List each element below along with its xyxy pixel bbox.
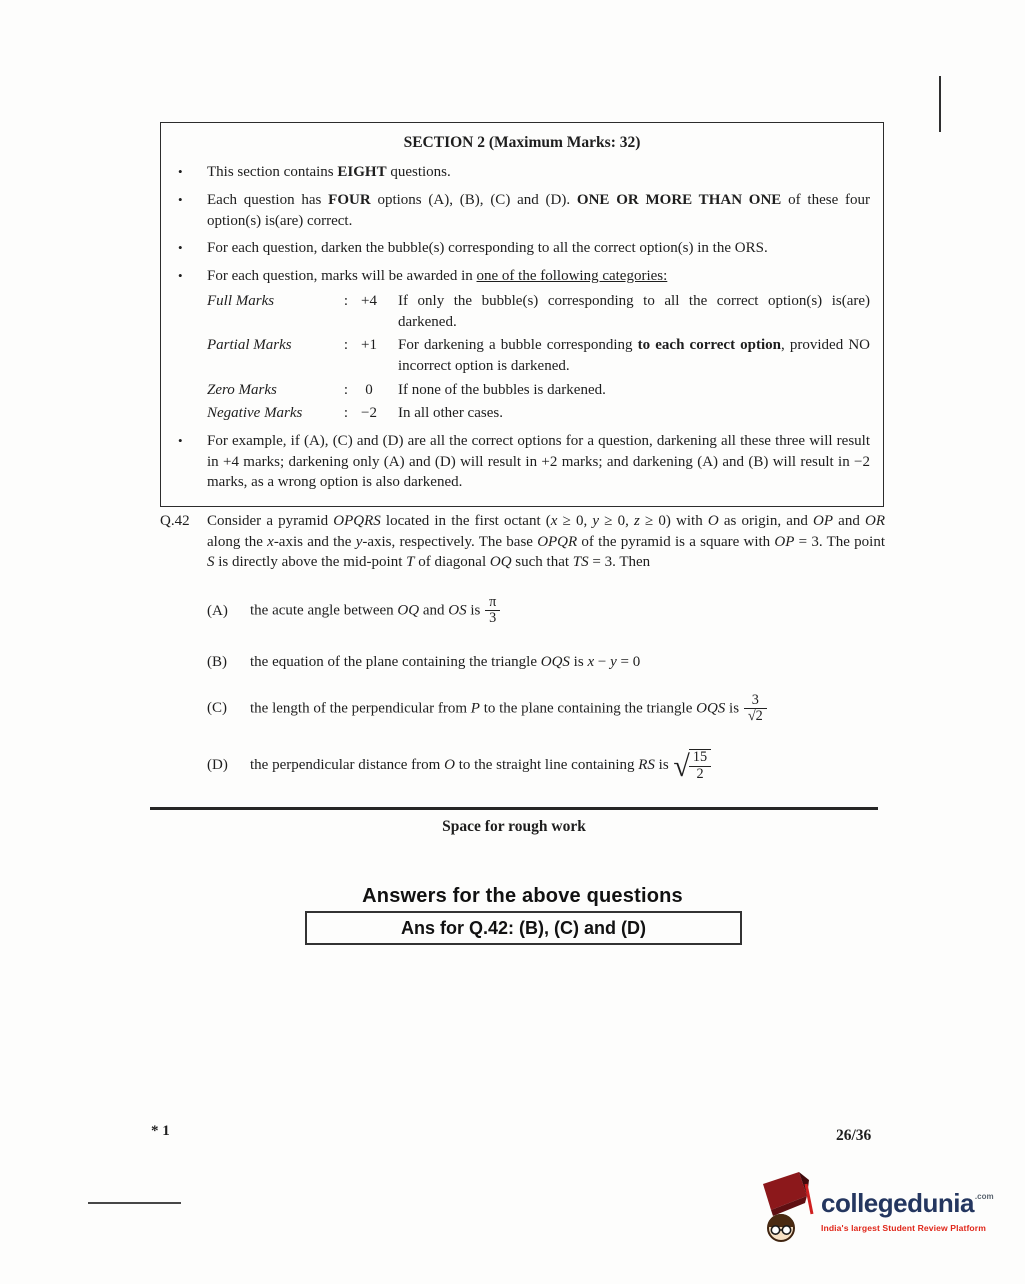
instruction-text: Each question has FOUR options (A), (B), (C) and (D). ONE OR MORE THAN ONE of these four option(s) is(are) correct.: [207, 192, 870, 229]
option-text: the length of the perpendicular from P to the plane containing the triangle OQS is 3 √2: [250, 693, 885, 725]
marks-category: Full Marks: [207, 292, 275, 309]
instruction-bullet-4: [174, 266, 870, 424]
horizontal-rule: [150, 807, 878, 810]
marks-description: In all other cases.: [398, 405, 503, 422]
instruction-bullet-3: [174, 238, 870, 259]
marks-colon: :: [343, 337, 349, 354]
marks-description: If only the bubble(s) corresponding to all the correct option(s) is(are) darkened.: [398, 292, 870, 330]
option-label: (D): [207, 757, 228, 774]
section-instructions-box: [160, 122, 884, 507]
instruction-text: For example, if (A), (C) and (D) are all the correct options for a question, darkening all these three will result in +4 marks; darkening only (A) and (D) will result in +2 marks; and darkening (A) and (B) will result in −2 marks, as a wrong option is also darkened.: [207, 432, 870, 491]
page-marker: * 1: [151, 1123, 170, 1139]
logo-tagline: India's largest Student Review Platform: [821, 1223, 986, 1233]
option-d: [207, 749, 885, 782]
option-b: [207, 652, 885, 673]
question-body: Consider a pyramid OPQRS located in the first octant (x ≥ 0, y ≥ 0, z ≥ 0) with O as origin, and OP and OR along the x-axis and the y-axis, respectively. The base OPQR of the pyramid is a square with OP = 3. The point S is directly above the mid-point T of diagonal OQ such that TS = 3. Then: [207, 513, 885, 571]
marks-table: [207, 291, 870, 424]
marks-colon: :: [343, 405, 349, 422]
option-a: [207, 595, 885, 627]
question-42: [160, 511, 885, 782]
page-number: 26/36: [836, 1127, 872, 1144]
marks-value: 0: [365, 381, 373, 398]
logo-brand-suffix: .com: [974, 1192, 994, 1201]
instruction-text: For each question, marks will be awarded in one of the following categories:: [207, 268, 668, 285]
instruction-bullet-5: [174, 431, 870, 493]
instruction-text: For each question, darken the bubble(s) corresponding to all the correct option(s) in the ORS.: [207, 240, 768, 257]
bullet-dot: •: [178, 240, 183, 256]
scan-artifact-vertical-line: [939, 76, 941, 132]
option-text: the equation of the plane containing the triangle OQS is x − y = 0: [250, 653, 641, 670]
option-label: (A): [207, 602, 228, 619]
option-label: (B): [207, 653, 227, 670]
question-number: Q.42: [160, 513, 190, 529]
marks-colon: :: [343, 381, 349, 398]
marks-category: Zero Marks: [207, 381, 277, 398]
logo-brand-text: collegedunia: [821, 1188, 974, 1218]
instruction-text: This section contains EIGHT questions.: [207, 164, 451, 181]
rough-work-label: Space for rough work: [442, 818, 586, 835]
bullet-dot: •: [178, 268, 183, 284]
marks-description: If none of the bubbles is darkened.: [398, 381, 606, 398]
marks-description: For darkening a bubble corresponding to each correct option, provided NO incorrect option is darkened.: [398, 337, 870, 374]
bullet-dot: •: [178, 192, 183, 208]
instruction-bullet-1: [174, 162, 870, 183]
collegedunia-mascot-icon: [760, 1170, 818, 1244]
bullet-dot: •: [178, 164, 183, 180]
section-title: SECTION 2 (Maximum Marks: 32): [403, 134, 641, 151]
marks-category: Partial Marks: [207, 337, 292, 354]
marks-value: +1: [361, 337, 377, 354]
marks-value: −2: [361, 405, 377, 422]
option-label: (C): [207, 700, 227, 717]
option-text: the perpendicular distance from O to the straight line containing RS is √ 15 2: [250, 749, 885, 782]
marks-colon: :: [343, 292, 349, 309]
marks-category: Negative Marks: [207, 405, 303, 422]
option-text: the acute angle between OQ and OS is π 3: [250, 595, 885, 627]
answers-heading: Answers for the above questions: [362, 885, 683, 907]
marks-value: +4: [361, 292, 377, 309]
instruction-bullet-2: [174, 190, 870, 231]
scan-artifact-horizontal-line: [88, 1202, 181, 1204]
answer-box: [305, 911, 742, 945]
collegedunia-logo: [760, 1170, 994, 1244]
bullet-dot: •: [178, 432, 183, 448]
option-c: [207, 693, 885, 725]
answer-text: Ans for Q.42: (B), (C) and (D): [401, 917, 646, 938]
